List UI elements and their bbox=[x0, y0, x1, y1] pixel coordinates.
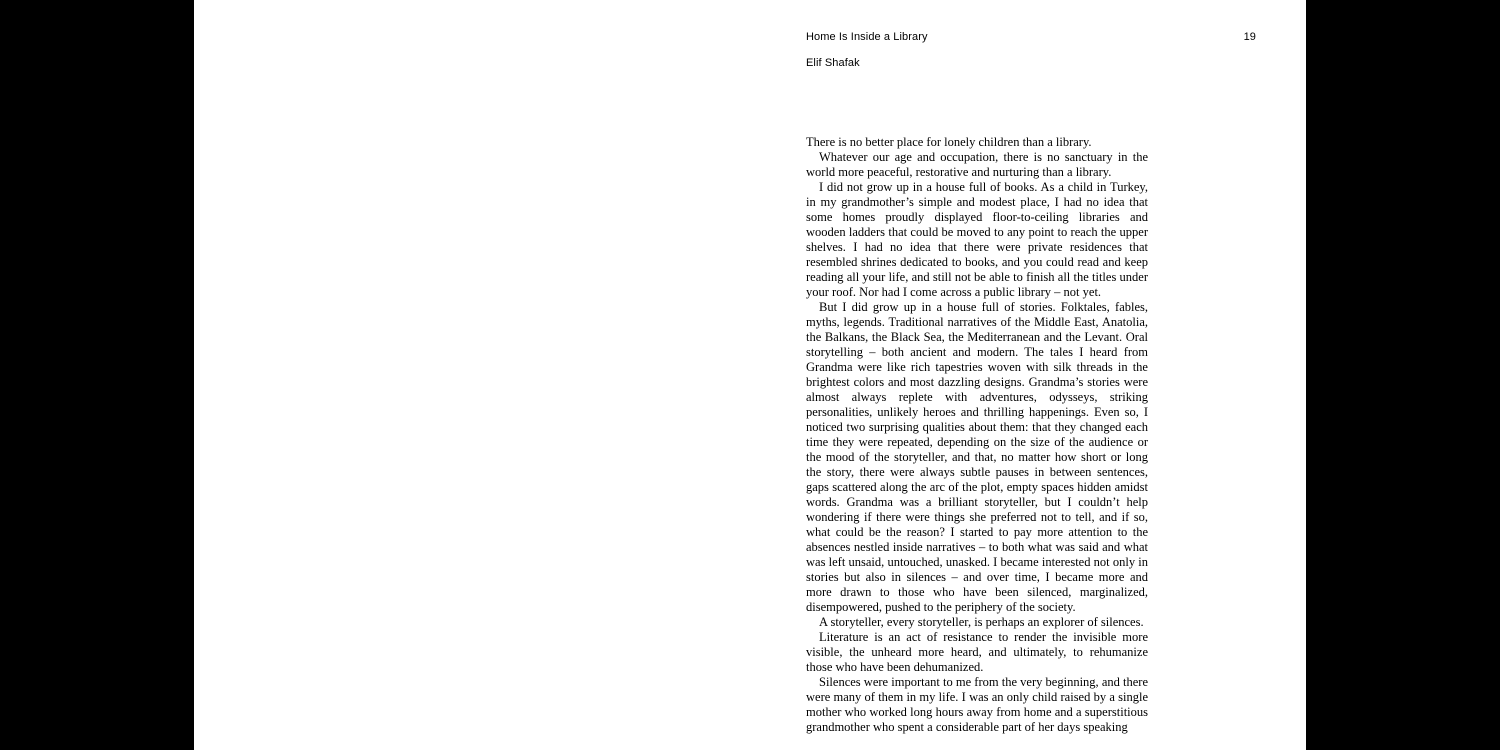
author-name: Elif Shafak bbox=[806, 57, 860, 69]
page-number: 19 bbox=[1243, 31, 1256, 43]
paragraph: I did not grow up in a house full of books. As a child in Turkey, in my grandmother’s simple and modest place, I had no idea that some homes proudly displayed floor-to-ceiling libraries and wooden ladders that could be moved to any point to reach the upper shelves. I had no idea that there were private residences that resembled shrines dedicated to books, and you could read and keep reading all your life, and still not be able to finish all the titles under your roof. Nor had I come across a public library – not yet. bbox=[806, 180, 1148, 299]
running-head bbox=[806, 31, 1256, 44]
paragraph: A storyteller, every storyteller, is perhaps an explorer of silences. bbox=[819, 615, 1144, 629]
paragraph: But I did grow up in a house full of stories. Folktales, fables, myths, legends. Traditional narratives of the Middle East, Anatolia, the Balkans, the Black Sea, the Mediterranean and the Levant. Oral storytelling – both ancient and modern. The tales I heard from Grandma were like rich tapestries woven with silk threads in the brightest colors and most dazzling designs. Grandma’s stories were almost always replete with adventures, odysseys, striking personalities, unlikely heroes and thrilling happenings. Even so, I noticed two surprising qualities about them: that they changed each time they were repeated, depending on the size of the audience or the mood of the storyteller, and that, no matter how short or long the story, there were always subtle pauses in between sentences, gaps scattered along the arc of the plot, empty spaces hidden amidst words. Grandma was a brilliant storyteller, but I couldn’t help wondering if there were things she preferred not to tell, and if so, what could be the reason? I started to pay more attention to the absences nestled inside narratives – to both what was said and what was left unsaid, untouched, unasked. I became interested not only in stories but also in silences – and over time, I became more and more drawn to those who have been silenced, marginalized, disempowered, pushed to the periphery of the society. bbox=[806, 300, 1148, 614]
running-title: Home Is Inside a Library bbox=[806, 31, 928, 43]
paragraph: There is no better place for lonely children than a library. bbox=[806, 135, 1092, 149]
essay-body bbox=[806, 135, 1148, 735]
paragraph: Silences were important to me from the very beginning, and there were many of them in my life. I was an only child raised by a single mother who worked long hours away from home and a superstitious grandmother who spent a considerable part of her days speaking bbox=[806, 675, 1148, 734]
document-page bbox=[194, 0, 1306, 750]
paragraph: Whatever our age and occupation, there is no sanctuary in the world more peaceful, restorative and nurturing than a library. bbox=[806, 150, 1148, 179]
paragraph: Literature is an act of resistance to render the invisible more visible, the unheard more heard, and ultimately, to rehumanize those who have been dehumanized. bbox=[806, 630, 1148, 674]
